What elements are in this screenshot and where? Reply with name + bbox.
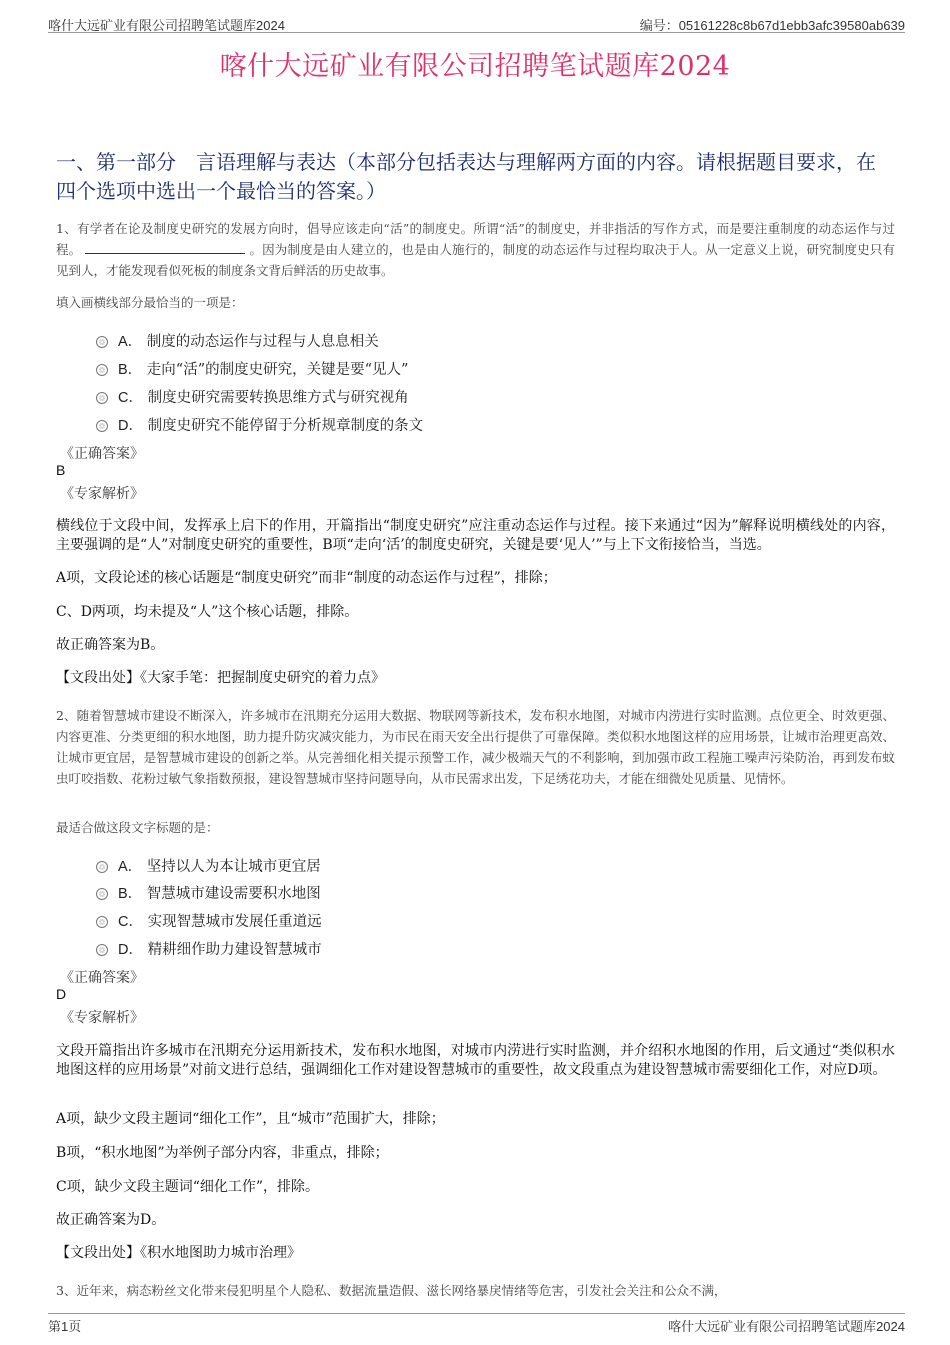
- question-1-stem-part-a: 1、有学者在论及制度史研究的发展方向时，倡导应该走向“活”的制度史。所谓“活”的制度史，并非指活的写作方式，而是要注重制度的动态运作与过程。: [56, 221, 895, 257]
- question-1-option-d[interactable]: D． 制度史研究不能停留于分析规章制度的条文: [96, 414, 423, 435]
- question-2-option-c[interactable]: C． 实现智慧城市发展任重道远: [96, 910, 322, 931]
- page-header: [48, 10, 905, 33]
- question-2-prompt: 最适合做这段文字标题的是：: [56, 820, 219, 835]
- question-1-option-c[interactable]: C． 制度史研究需要转换思维方式与研究视角: [96, 386, 409, 407]
- question-2-answer: D: [56, 986, 67, 1002]
- question-1-option-a[interactable]: A． 制度的动态运作与过程与人息息相关: [96, 330, 379, 351]
- radio-icon[interactable]: [96, 944, 108, 956]
- radio-icon[interactable]: [96, 364, 108, 376]
- question-1-answer-label: 《正确答案》: [60, 446, 144, 462]
- header-title: 喀什大远矿业有限公司招聘笔试题库2024: [48, 18, 285, 33]
- question-1-analysis-label: 《专家解析》: [60, 486, 144, 502]
- question-2-option-b[interactable]: B． 智慧城市建设需要积水地图: [96, 882, 321, 903]
- radio-icon[interactable]: [96, 888, 108, 900]
- page-footer: [48, 1313, 905, 1334]
- question-2-answer-label: 《正确答案》: [60, 970, 144, 986]
- radio-icon[interactable]: [96, 861, 108, 873]
- document-number: 编号：05161228c8b67d1ebb3afc39580ab639: [639, 18, 905, 33]
- question-2-conclusion: 故正确答案为D。: [56, 1212, 166, 1228]
- question-2-analysis-paragraph: C项，缺少文段主题词“细化工作”，排除。: [56, 1179, 320, 1195]
- fill-blank-line: [85, 241, 245, 254]
- question-2-analysis-paragraph: B项，“积水地图”为举例子部分内容，非重点，排除；: [56, 1145, 389, 1161]
- page-title: 喀什大远矿业有限公司招聘笔试题库2024: [219, 51, 731, 82]
- radio-icon[interactable]: [96, 336, 108, 348]
- question-2-source: 【文段出处】《积水地图助力城市治理》: [56, 1245, 301, 1261]
- question-1-stem: [56, 218, 895, 281]
- question-1-answer: B: [56, 462, 66, 478]
- page-number: 第1页: [48, 1319, 82, 1334]
- question-1-source: 【文段出处】《大家手笔：把握制度史研究的着力点》: [56, 670, 385, 686]
- question-2-analysis-paragraph: A项，缺少文段主题词“细化工作”，且“城市”范围扩大，排除；: [56, 1111, 445, 1127]
- question-1-prompt: 填入画横线部分最恰当的一项是：: [56, 295, 244, 310]
- question-1-analysis-paragraph: A项，文段论述的核心话题是“制度史研究”而非“制度的动态运作与过程”，排除；: [56, 570, 557, 586]
- radio-icon[interactable]: [96, 916, 108, 928]
- question-2-analysis-label: 《专家解析》: [60, 1010, 144, 1026]
- question-2-analysis-paragraph: 文段开篇指出许多城市在汛期充分运用新技术，发布积水地图，对城市内涝进行实时监测，并介绍积水地图的作用，后文通过“类似积水地图这样的应用场景”对前文进行总结，强调细化工作对建设智慧城市的重要性，故文段重点为建设智慧城市需要细化工作，对应D项。: [56, 1043, 895, 1078]
- question-1-option-b[interactable]: B． 走向“活”的制度史研究，关键是要“见人”: [96, 358, 408, 379]
- question-1-conclusion: 故正确答案为B。: [56, 637, 165, 653]
- question-1-stem-part-b: 。因为制度是由人建立的，也是由人施行的，制度的动态运作与过程均取决于人。从一定意义上说，研究制度史只有见到人，才能发现看似死板的制度条文背后鲜活的历史故事。: [56, 242, 895, 278]
- question-1-analysis-paragraph: C、D两项，均未提及“人”这个核心话题，排除。: [56, 604, 359, 620]
- radio-icon[interactable]: [96, 420, 108, 432]
- question-1-analysis-paragraph: 横线位于文段中间，发挥承上启下的作用，开篇指出“制度史研究”应注重动态运作与过程。接下来通过“因为”解释说明横线处的内容，主要强调的是“人”对制度史研究的重要性，B项“走向‘活’的制度史研究，关键是要‘见人’”与上下文衔接恰当，当选。: [56, 518, 895, 553]
- radio-icon[interactable]: [96, 392, 108, 404]
- question-2-option-a[interactable]: A． 坚持以人为本让城市更宜居: [96, 855, 321, 876]
- footer-title: 喀什大远矿业有限公司招聘笔试题库2024: [668, 1319, 905, 1334]
- section-title: 一、第一部分 言语理解与表达（本部分包括表达与理解两方面的内容。请根据题目要求，在四个选项中选出一个最恰当的答案。）: [56, 150, 876, 203]
- question-3-stem: 3、近年来，病态粉丝文化带来侵犯明星个人隐私、数据流量造假、滋长网络暴戾情绪等危害，引发社会关注和公众不满，: [56, 1283, 727, 1298]
- question-2-stem: 2、随着智慧城市建设不断深入，许多城市在汛期充分运用大数据、物联网等新技术，发布积水地图，对城市内涝进行实时监测。点位更全、时效更强、内容更准、分类更细的积水地图，助力提升防灾减灾能力，为市民在雨天安全出行提供了可靠保障。类似积水地图这样的应用场景，让城市治理更高效、让城市更宜居，是智慧城市建设的创新之举。从完善细化相关提示预警工作，减少极端天气的不利影响，到加强市政工程施工噪声污染防治，再到发布蚊虫叮咬指数、花粉过敏气象指数预报，建设智慧城市坚持问题导向，从市民需求出发，下足绣花功夫，才能在细微处见质量、见情怀。: [56, 708, 895, 786]
- question-2-option-d[interactable]: D． 精耕细作助力建设智慧城市: [96, 938, 322, 959]
